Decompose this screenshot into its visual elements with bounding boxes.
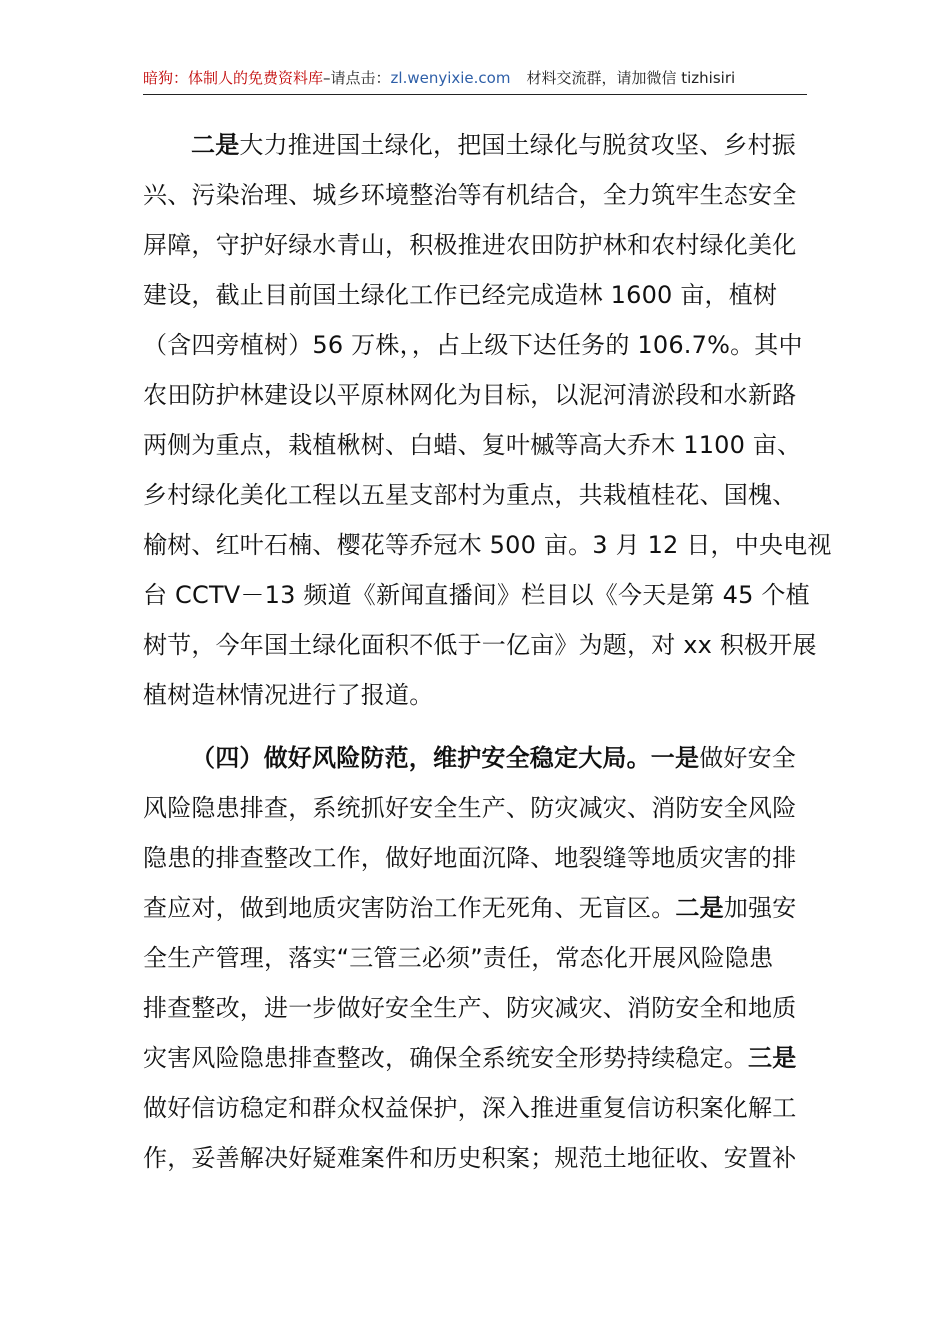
header-wechat-note: 材料交流群，请加微信 tizhisiri <box>526 69 736 87</box>
paragraph-line: （含四旁植树）56 万株，，占上级下达任务的 106.7%。其中 <box>143 331 803 359</box>
bold-lead: 三是 <box>748 1044 797 1072</box>
document-body <box>143 120 832 1183</box>
paragraph-line: 榆树、红叶石楠、樱花等乔冠木 500 亩。3 月 12 日，中央电视 <box>143 531 832 559</box>
line-text: 灾害风险隐患排查整改，确保全系统安全形势持续稳定。 <box>143 1044 748 1072</box>
paragraph-line: 屏障，守护好绿水青山，积极推进农田防护林和农村绿化美化 <box>143 231 797 259</box>
paragraph-line: 全生产管理，落实“三管三必须”责任，常态化开展风险隐患 <box>143 944 774 972</box>
paragraph-line: 两侧为重点，栽植楸树、白蜡、复叶槭等高大乔木 1100 亩、 <box>143 431 802 459</box>
paragraph-line: 做好信访稳定和群众权益保护，深入推进重复信访积案化解工 <box>143 1094 797 1122</box>
paragraph-line: 建设，截止目前国土绿化工作已经完成造林 1600 亩，植树 <box>143 281 778 309</box>
bold-lead: 二是 <box>191 131 240 159</box>
paragraph-greening <box>143 120 832 720</box>
paragraph-risk-prevention <box>143 733 809 1183</box>
bold-lead: 二是 <box>675 894 724 922</box>
header-prompt: –请点击： <box>323 69 391 87</box>
paragraph-line: 隐患的排查整改工作，做好地面沉降、地裂缝等地质灾害的排 <box>143 844 797 872</box>
line-text: 大力推进国土绿化，把国土绿化与脱贫攻坚、乡村振 <box>239 131 797 159</box>
paragraph-line: 乡村绿化美化工程以五星支部村为重点，共栽植桂花、国槐、 <box>143 481 797 509</box>
header-site-name: 暗狗：体制人的免费资料库 <box>143 69 324 87</box>
paragraph-line: 兴、污染治理、城乡环境整治等有机结合，全力筑牢生态安全 <box>143 181 797 209</box>
paragraph-line: 农田防护林建设以平原林网化为目标，以泥河清淤段和水新路 <box>143 381 797 409</box>
line-text: 做好安全 <box>699 744 797 772</box>
section-heading: （四）做好风险防范，维护安全稳定大局。一是 <box>191 744 700 772</box>
paragraph-line <box>143 883 809 933</box>
paragraph-line: 植树造林情况进行了报道。 <box>143 681 434 709</box>
paragraph-line: 作，妥善解决好疑难案件和历史积案；规范土地征收、安置补 <box>143 1144 797 1172</box>
paragraph-line: 排查整改，进一步做好安全生产、防灾减灾、消防安全和地质 <box>143 994 797 1022</box>
paragraph-line <box>143 1033 809 1083</box>
paragraph-line: 树节，今年国土绿化面积不低于一亿亩》为题，对 xx 积极开展 <box>143 631 817 659</box>
line-text: 查应对，做到地质灾害防治工作无死角、无盲区。 <box>143 894 676 922</box>
paragraph-line: 台 CCTV－13 频道《新闻直播间》栏目以《今天是第 45 个植 <box>143 581 810 609</box>
line-text: 加强安 <box>723 894 797 922</box>
paragraph-line <box>143 733 809 783</box>
page-header <box>143 66 807 95</box>
header-link[interactable]: zl.wenyixie.com <box>390 69 511 87</box>
paragraph-line: 风险隐患排查，系统抓好安全生产、防灾减灾、消防安全风险 <box>143 794 797 822</box>
paragraph-line <box>143 120 809 170</box>
